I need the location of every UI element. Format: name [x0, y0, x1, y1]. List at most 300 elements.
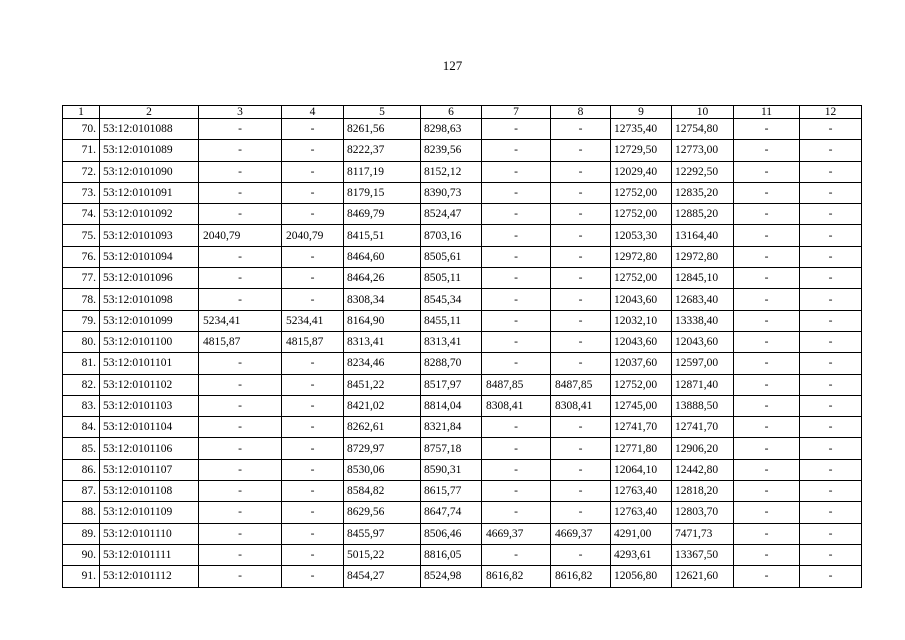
row-number-cell: 70.	[63, 119, 100, 140]
value-cell: -	[282, 246, 344, 267]
row-number-cell: 82.	[63, 374, 100, 395]
value-cell: 8451,22	[344, 374, 421, 395]
cadastral-number-cell: 53:12:0101094	[100, 246, 199, 267]
value-cell: -	[800, 417, 862, 438]
cadastral-number-cell: 53:12:0101104	[100, 417, 199, 438]
row-number-cell: 83.	[63, 395, 100, 416]
column-header-6: 6	[421, 106, 482, 119]
value-cell: -	[282, 566, 344, 587]
row-number-cell: 89.	[63, 523, 100, 544]
column-header-12: 12	[800, 106, 862, 119]
value-cell: 12803,70	[672, 502, 734, 523]
value-cell: 8415,51	[344, 225, 421, 246]
column-header-5: 5	[344, 106, 421, 119]
value-cell: -	[551, 140, 611, 161]
value-cell: -	[551, 417, 611, 438]
value-cell: -	[551, 182, 611, 203]
column-header-1: 1	[63, 106, 100, 119]
value-cell: -	[734, 161, 800, 182]
value-cell: 4815,87	[282, 331, 344, 352]
value-cell: -	[482, 225, 551, 246]
value-cell: -	[482, 459, 551, 480]
value-cell: 12037,60	[611, 353, 672, 374]
value-cell: 12752,00	[611, 182, 672, 203]
value-cell: 12292,50	[672, 161, 734, 182]
value-cell: -	[199, 438, 282, 459]
value-cell: 8729,97	[344, 438, 421, 459]
value-cell: 12064,10	[611, 459, 672, 480]
column-header-9: 9	[611, 106, 672, 119]
value-cell: -	[800, 395, 862, 416]
value-cell: -	[800, 161, 862, 182]
table-body	[63, 119, 862, 588]
value-cell: 8179,15	[344, 182, 421, 203]
value-cell: 8164,90	[344, 310, 421, 331]
value-cell: -	[551, 353, 611, 374]
row-number-cell: 77.	[63, 268, 100, 289]
row-number-cell: 86.	[63, 459, 100, 480]
value-cell: -	[482, 331, 551, 352]
value-cell: 8487,85	[551, 374, 611, 395]
row-number-cell: 80.	[63, 331, 100, 352]
value-cell: 8308,41	[551, 395, 611, 416]
value-cell: 12972,80	[611, 246, 672, 267]
value-cell: -	[282, 140, 344, 161]
value-cell: 12745,00	[611, 395, 672, 416]
value-cell: 8239,56	[421, 140, 482, 161]
value-cell: 12729,50	[611, 140, 672, 161]
value-cell: 8321,84	[421, 417, 482, 438]
value-cell: 8222,37	[344, 140, 421, 161]
value-cell: 5234,41	[199, 310, 282, 331]
value-cell: -	[199, 353, 282, 374]
value-cell: 8298,63	[421, 119, 482, 140]
value-cell: -	[734, 502, 800, 523]
value-cell: -	[551, 225, 611, 246]
value-cell: 12043,60	[611, 331, 672, 352]
value-cell: -	[734, 395, 800, 416]
row-number-cell: 72.	[63, 161, 100, 182]
cadastral-number-cell: 53:12:0101096	[100, 268, 199, 289]
table-row	[63, 119, 862, 140]
value-cell: -	[282, 459, 344, 480]
value-cell: 8234,46	[344, 353, 421, 374]
value-cell: 7471,73	[672, 523, 734, 544]
value-cell: -	[800, 289, 862, 310]
value-cell: 12032,10	[611, 310, 672, 331]
table-row	[63, 459, 862, 480]
value-cell: 8308,41	[482, 395, 551, 416]
value-cell: -	[199, 204, 282, 225]
value-cell: -	[551, 161, 611, 182]
value-cell: -	[482, 417, 551, 438]
column-header-11: 11	[734, 106, 800, 119]
value-cell: -	[800, 246, 862, 267]
row-number-cell: 90.	[63, 544, 100, 565]
value-cell: 5234,41	[282, 310, 344, 331]
value-cell: 12029,40	[611, 161, 672, 182]
value-cell: 12754,80	[672, 119, 734, 140]
value-cell: 12741,70	[672, 417, 734, 438]
value-cell: -	[282, 502, 344, 523]
value-cell: 4669,37	[551, 523, 611, 544]
value-cell: -	[734, 566, 800, 587]
value-cell: 8530,06	[344, 459, 421, 480]
value-cell: -	[482, 310, 551, 331]
value-cell: 8455,11	[421, 310, 482, 331]
value-cell: 4291,00	[611, 523, 672, 544]
value-cell: -	[282, 204, 344, 225]
value-cell: -	[199, 523, 282, 544]
cadastral-number-cell: 53:12:0101099	[100, 310, 199, 331]
value-cell: 2040,79	[199, 225, 282, 246]
table-row	[63, 331, 862, 352]
table-row	[63, 353, 862, 374]
value-cell: -	[282, 289, 344, 310]
value-cell: -	[282, 395, 344, 416]
value-cell: -	[282, 161, 344, 182]
cadastral-number-cell: 53:12:0101110	[100, 523, 199, 544]
value-cell: 12871,40	[672, 374, 734, 395]
value-cell: 8455,97	[344, 523, 421, 544]
value-cell: 8308,34	[344, 289, 421, 310]
value-cell: -	[282, 119, 344, 140]
column-header-3: 3	[199, 106, 282, 119]
value-cell: 8616,82	[551, 566, 611, 587]
value-cell: -	[482, 204, 551, 225]
table-row	[63, 481, 862, 502]
value-cell: 8505,11	[421, 268, 482, 289]
value-cell: -	[734, 544, 800, 565]
value-cell: -	[282, 353, 344, 374]
value-cell: -	[734, 204, 800, 225]
row-number-cell: 84.	[63, 417, 100, 438]
value-cell: -	[282, 374, 344, 395]
value-cell: 13367,50	[672, 544, 734, 565]
value-cell: 8703,16	[421, 225, 482, 246]
value-cell: -	[551, 289, 611, 310]
value-cell: -	[482, 140, 551, 161]
value-cell: 12752,00	[611, 374, 672, 395]
value-cell: -	[734, 331, 800, 352]
value-cell: -	[551, 246, 611, 267]
value-cell: 4293,61	[611, 544, 672, 565]
row-number-cell: 74.	[63, 204, 100, 225]
row-number-cell: 91.	[63, 566, 100, 587]
value-cell: -	[282, 544, 344, 565]
value-cell: -	[551, 204, 611, 225]
value-cell: 12043,60	[611, 289, 672, 310]
value-cell: 8647,74	[421, 502, 482, 523]
value-cell: 8545,34	[421, 289, 482, 310]
value-cell: 8524,47	[421, 204, 482, 225]
table-row	[63, 566, 862, 587]
value-cell: 8469,79	[344, 204, 421, 225]
value-cell: 8584,82	[344, 481, 421, 502]
table-row	[63, 268, 862, 289]
value-cell: 12741,70	[611, 417, 672, 438]
value-cell: 12056,80	[611, 566, 672, 587]
value-cell: -	[734, 268, 800, 289]
value-cell: 8505,61	[421, 246, 482, 267]
cadastral-number-cell: 53:12:0101112	[100, 566, 199, 587]
cadastral-value-table	[62, 105, 862, 588]
value-cell: 12752,00	[611, 268, 672, 289]
table-row	[63, 417, 862, 438]
value-cell: 12763,40	[611, 481, 672, 502]
row-number-cell: 79.	[63, 310, 100, 331]
value-cell: 13164,40	[672, 225, 734, 246]
value-cell: 4815,87	[199, 331, 282, 352]
value-cell: -	[734, 374, 800, 395]
value-cell: 8313,41	[344, 331, 421, 352]
value-cell: 12043,60	[672, 331, 734, 352]
value-cell: 8487,85	[482, 374, 551, 395]
table-row	[63, 502, 862, 523]
value-cell: -	[551, 119, 611, 140]
value-cell: -	[734, 246, 800, 267]
value-cell: -	[734, 119, 800, 140]
value-cell: -	[282, 523, 344, 544]
cadastral-number-cell: 53:12:0101107	[100, 459, 199, 480]
cadastral-number-cell: 53:12:0101092	[100, 204, 199, 225]
row-number-cell: 75.	[63, 225, 100, 246]
value-cell: -	[800, 119, 862, 140]
cadastral-number-cell: 53:12:0101088	[100, 119, 199, 140]
value-cell: 12053,30	[611, 225, 672, 246]
value-cell: 8152,12	[421, 161, 482, 182]
value-cell: -	[482, 182, 551, 203]
value-cell: -	[199, 246, 282, 267]
value-cell: 12818,20	[672, 481, 734, 502]
value-cell: -	[800, 481, 862, 502]
value-cell: -	[199, 374, 282, 395]
value-cell: 12835,20	[672, 182, 734, 203]
value-cell: -	[734, 310, 800, 331]
value-cell: -	[734, 417, 800, 438]
table-row	[63, 289, 862, 310]
value-cell: 8464,60	[344, 246, 421, 267]
value-cell: 12845,10	[672, 268, 734, 289]
column-header-8: 8	[551, 106, 611, 119]
value-cell: -	[551, 459, 611, 480]
value-cell: -	[482, 438, 551, 459]
value-cell: -	[282, 438, 344, 459]
value-cell: -	[482, 544, 551, 565]
value-cell: 2040,79	[282, 225, 344, 246]
value-cell: -	[551, 544, 611, 565]
cadastral-number-cell: 53:12:0101091	[100, 182, 199, 203]
column-header-7: 7	[482, 106, 551, 119]
value-cell: -	[800, 310, 862, 331]
cadastral-number-cell: 53:12:0101109	[100, 502, 199, 523]
value-cell: -	[551, 502, 611, 523]
row-number-cell: 73.	[63, 182, 100, 203]
cadastral-number-cell: 53:12:0101100	[100, 331, 199, 352]
table-row	[63, 204, 862, 225]
value-cell: -	[800, 374, 862, 395]
value-cell: 12972,80	[672, 246, 734, 267]
value-cell: -	[482, 289, 551, 310]
row-number-cell: 78.	[63, 289, 100, 310]
table-row	[63, 395, 862, 416]
value-cell: 12906,20	[672, 438, 734, 459]
value-cell: 8629,56	[344, 502, 421, 523]
cadastral-number-cell: 53:12:0101111	[100, 544, 199, 565]
value-cell: -	[482, 246, 551, 267]
value-cell: 8288,70	[421, 353, 482, 374]
value-cell: -	[800, 566, 862, 587]
value-cell: -	[800, 523, 862, 544]
value-cell: 12683,40	[672, 289, 734, 310]
table-row	[63, 225, 862, 246]
value-cell: 8390,73	[421, 182, 482, 203]
value-cell: 8524,98	[421, 566, 482, 587]
value-cell: -	[734, 225, 800, 246]
value-cell: -	[551, 331, 611, 352]
value-cell: -	[734, 182, 800, 203]
value-cell: 12597,00	[672, 353, 734, 374]
value-cell: -	[282, 268, 344, 289]
value-cell: -	[482, 268, 551, 289]
table-row	[63, 140, 862, 161]
table-row	[63, 310, 862, 331]
value-cell: 5015,22	[344, 544, 421, 565]
value-cell: -	[551, 438, 611, 459]
row-number-cell: 87.	[63, 481, 100, 502]
cadastral-number-cell: 53:12:0101106	[100, 438, 199, 459]
value-cell: -	[734, 523, 800, 544]
value-cell: 8313,41	[421, 331, 482, 352]
value-cell: 8590,31	[421, 459, 482, 480]
table-row	[63, 246, 862, 267]
value-cell: -	[199, 566, 282, 587]
value-cell: 13888,50	[672, 395, 734, 416]
value-cell: -	[800, 459, 862, 480]
page-number: 127	[442, 58, 463, 73]
value-cell: -	[199, 140, 282, 161]
value-cell: 8261,56	[344, 119, 421, 140]
row-number-cell: 88.	[63, 502, 100, 523]
cadastral-number-cell: 53:12:0101089	[100, 140, 199, 161]
value-cell: 8262,61	[344, 417, 421, 438]
value-cell: -	[199, 481, 282, 502]
value-cell: -	[551, 481, 611, 502]
value-cell: -	[551, 310, 611, 331]
value-cell: 12773,00	[672, 140, 734, 161]
row-number-cell: 81.	[63, 353, 100, 374]
value-cell: 8117,19	[344, 161, 421, 182]
value-cell: -	[800, 438, 862, 459]
table-row	[63, 374, 862, 395]
table-row	[63, 182, 862, 203]
table-row	[63, 523, 862, 544]
value-cell: 8615,77	[421, 481, 482, 502]
value-cell: -	[734, 459, 800, 480]
value-cell: -	[734, 481, 800, 502]
value-cell: -	[734, 289, 800, 310]
value-cell: -	[551, 268, 611, 289]
value-cell: 12752,00	[611, 204, 672, 225]
value-cell: -	[199, 119, 282, 140]
value-cell: -	[199, 268, 282, 289]
cadastral-number-cell: 53:12:0101108	[100, 481, 199, 502]
value-cell: 8454,27	[344, 566, 421, 587]
value-cell: -	[800, 225, 862, 246]
value-cell: 8814,04	[421, 395, 482, 416]
value-cell: -	[800, 331, 862, 352]
cadastral-number-cell: 53:12:0101101	[100, 353, 199, 374]
value-cell: 13338,40	[672, 310, 734, 331]
value-cell: -	[482, 353, 551, 374]
cadastral-number-cell: 53:12:0101102	[100, 374, 199, 395]
column-header-10: 10	[672, 106, 734, 119]
row-number-cell: 71.	[63, 140, 100, 161]
value-cell: -	[482, 481, 551, 502]
value-cell: -	[199, 395, 282, 416]
value-cell: 8506,46	[421, 523, 482, 544]
value-cell: -	[800, 182, 862, 203]
value-cell: 12621,60	[672, 566, 734, 587]
column-header-4: 4	[282, 106, 344, 119]
value-cell: -	[199, 502, 282, 523]
row-number-cell: 85.	[63, 438, 100, 459]
table-row	[63, 544, 862, 565]
value-cell: 8757,18	[421, 438, 482, 459]
value-cell: 8616,82	[482, 566, 551, 587]
value-cell: 12735,40	[611, 119, 672, 140]
value-cell: 12885,20	[672, 204, 734, 225]
value-cell: -	[734, 353, 800, 374]
value-cell: 12442,80	[672, 459, 734, 480]
value-cell: -	[800, 268, 862, 289]
value-cell: -	[734, 438, 800, 459]
value-cell: -	[800, 140, 862, 161]
value-cell: -	[199, 459, 282, 480]
value-cell: -	[734, 140, 800, 161]
value-cell: 8517,97	[421, 374, 482, 395]
cadastral-number-cell: 53:12:0101090	[100, 161, 199, 182]
value-cell: -	[199, 182, 282, 203]
value-cell: -	[800, 204, 862, 225]
table-header-row	[63, 106, 862, 119]
row-number-cell: 76.	[63, 246, 100, 267]
value-cell: -	[199, 417, 282, 438]
table-row	[63, 161, 862, 182]
value-cell: 8421,02	[344, 395, 421, 416]
value-cell: -	[199, 161, 282, 182]
value-cell: -	[800, 353, 862, 374]
value-cell: -	[482, 502, 551, 523]
table-row	[63, 438, 862, 459]
cadastral-number-cell: 53:12:0101093	[100, 225, 199, 246]
value-cell: -	[199, 544, 282, 565]
value-cell: 8816,05	[421, 544, 482, 565]
value-cell: 8464,26	[344, 268, 421, 289]
value-cell: -	[282, 417, 344, 438]
value-cell: -	[482, 119, 551, 140]
value-cell: -	[282, 481, 344, 502]
value-cell: -	[282, 182, 344, 203]
value-cell: 4669,37	[482, 523, 551, 544]
cadastral-number-cell: 53:12:0101098	[100, 289, 199, 310]
value-cell: -	[800, 502, 862, 523]
value-cell: -	[482, 161, 551, 182]
cadastral-number-cell: 53:12:0101103	[100, 395, 199, 416]
value-cell: 12771,80	[611, 438, 672, 459]
value-cell: 12763,40	[611, 502, 672, 523]
value-cell: -	[199, 289, 282, 310]
